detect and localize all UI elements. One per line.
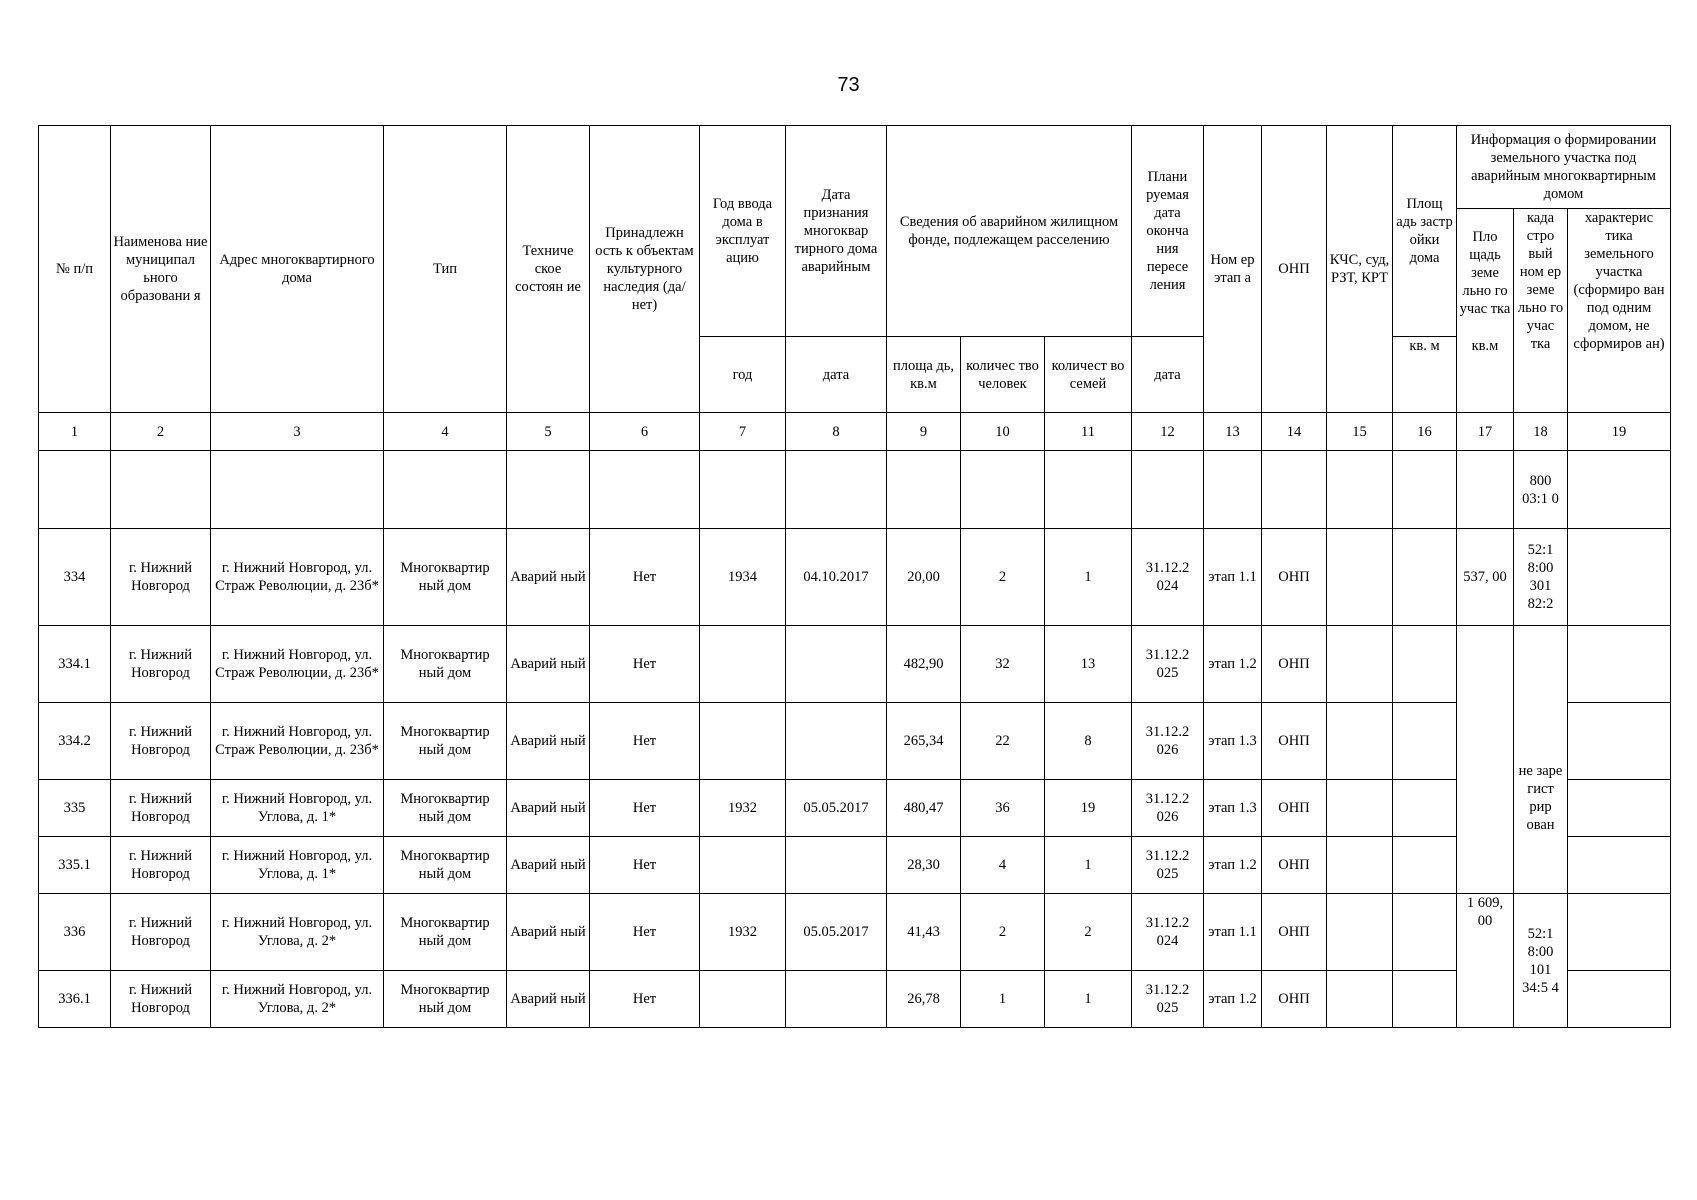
area-cell: 265,34 xyxy=(887,703,961,780)
land-char-cell xyxy=(1568,837,1671,894)
state-cell: Аварий ный xyxy=(507,529,590,626)
col-number: 13 xyxy=(1204,413,1262,451)
type-cell: Многоквартир ный дом xyxy=(384,780,507,837)
families-cell: 1 xyxy=(1045,529,1132,626)
address-cell: г. Нижний Новгород, ул. Углова, д. 2* xyxy=(211,894,384,971)
unit-year: год xyxy=(700,337,786,413)
row-number: 336.1 xyxy=(39,971,111,1028)
col-number: 8 xyxy=(786,413,887,451)
municipality-cell: г. Нижний Новгород xyxy=(111,971,211,1028)
kchs-cell xyxy=(1327,780,1393,837)
plan-date-cell: 31.12.2 026 xyxy=(1132,780,1204,837)
col-number: 6 xyxy=(590,413,700,451)
address-cell: г. Нижний Новгород, ул. Углова, д. 1* xyxy=(211,837,384,894)
families-cell: 13 xyxy=(1045,626,1132,703)
municipality-cell: г. Нижний Новгород xyxy=(111,626,211,703)
type-cell: Многоквартир ный дом xyxy=(384,703,507,780)
municipality-cell: г. Нижний Новгород xyxy=(111,837,211,894)
kchs-cell xyxy=(1327,837,1393,894)
row-number: 334 xyxy=(39,529,111,626)
state-cell: Аварий ный xyxy=(507,780,590,837)
header-kchs: КЧС, суд, РЗТ, КРТ xyxy=(1327,126,1393,413)
municipality-cell: г. Нижний Новгород xyxy=(111,529,211,626)
built-area-cell xyxy=(1393,780,1457,837)
table-row xyxy=(39,837,1671,894)
cadastral-cell xyxy=(1514,626,1568,703)
col-number: 11 xyxy=(1045,413,1132,451)
header-planned-date: Плани руемая дата оконча ния пересе ления xyxy=(1132,126,1204,337)
land-char-cell xyxy=(1568,529,1671,626)
families-cell: 1 xyxy=(1045,837,1132,894)
col-number: 17 xyxy=(1457,413,1514,451)
built-area-cell xyxy=(1393,894,1457,971)
header-emergency-fund: Сведения об аварийном жилищном фонде, подлежащем расселению xyxy=(887,126,1132,337)
page-number: 73 xyxy=(837,74,860,96)
cadastral-merged-cell: не заре гист рир ован xyxy=(1514,703,1568,894)
stage-cell: этап 1.2 xyxy=(1204,837,1262,894)
municipality-cell: г. Нижний Новгород xyxy=(111,780,211,837)
onp-cell: ОНП xyxy=(1262,529,1327,626)
year-cell xyxy=(700,626,786,703)
heritage-cell: Нет xyxy=(590,529,700,626)
plan-date-cell: 31.12.2 024 xyxy=(1132,894,1204,971)
type-cell: Многоквартир ный дом xyxy=(384,971,507,1028)
type-cell: Многоквартир ный дом xyxy=(384,626,507,703)
built-area-cell xyxy=(1393,971,1457,1028)
col-number: 3 xyxy=(211,413,384,451)
built-area-cell xyxy=(1393,529,1457,626)
kchs-cell xyxy=(1327,703,1393,780)
cadastral-cell: 52:1 8:00 301 82:2 xyxy=(1514,529,1568,626)
built-area-cell xyxy=(1393,626,1457,703)
unit-land-area: кв.м xyxy=(1457,337,1514,413)
address-cell: г. Нижний Новгород, ул. Страж Революции, д. 23б* xyxy=(211,626,384,703)
header-land-char: характерис тика земельного участка (сформиро ван под одним домом, не сформиров ан) xyxy=(1568,209,1671,413)
people-cell: 22 xyxy=(961,703,1045,780)
area-cell: 480,47 xyxy=(887,780,961,837)
header-heritage: Принадлежн ость к объектам культурного наследия (да/нет) xyxy=(590,126,700,413)
address-cell: г. Нижний Новгород, ул. Страж Революции, д. 23б* xyxy=(211,703,384,780)
col-number: 4 xyxy=(384,413,507,451)
plan-date-cell: 31.12.2 025 xyxy=(1132,626,1204,703)
unit-families: количест во семей xyxy=(1045,337,1132,413)
unit-date: дата xyxy=(786,337,887,413)
header-recognition-date: Дата признания многоквар тирного дома аварийным xyxy=(786,126,887,337)
date-cell xyxy=(786,971,887,1028)
kchs-cell xyxy=(1327,971,1393,1028)
header-land-area: Пло щадь земе льно го учас тка xyxy=(1457,209,1514,337)
header-row xyxy=(39,126,1671,209)
col-number: 15 xyxy=(1327,413,1393,451)
kchs-cell xyxy=(1327,529,1393,626)
people-cell: 4 xyxy=(961,837,1045,894)
col-number: 2 xyxy=(111,413,211,451)
people-cell: 1 xyxy=(961,971,1045,1028)
col-number: 14 xyxy=(1262,413,1327,451)
area-cell: 28,30 xyxy=(887,837,961,894)
header-municipality: Наименова ние муниципал ьного образовани я xyxy=(111,126,211,413)
year-cell xyxy=(700,971,786,1028)
plan-date-cell: 31.12.2 024 xyxy=(1132,529,1204,626)
header-land-info: Информация о формировании земельного участка под аварийным многоквартирным домом xyxy=(1457,126,1671,209)
date-cell xyxy=(786,837,887,894)
table-row xyxy=(39,894,1671,971)
land-char-cell xyxy=(1568,971,1671,1028)
header-cadastral: када стро вый ном ер земе льно го учас тка xyxy=(1514,209,1568,413)
onp-cell: ОНП xyxy=(1262,703,1327,780)
municipality-cell: г. Нижний Новгород xyxy=(111,894,211,971)
stage-cell: этап 1.1 xyxy=(1204,894,1262,971)
heritage-cell: Нет xyxy=(590,703,700,780)
plan-date-cell: 31.12.2 025 xyxy=(1132,837,1204,894)
built-area-cell xyxy=(1393,703,1457,780)
table-row xyxy=(39,626,1671,703)
families-cell: 1 xyxy=(1045,971,1132,1028)
year-cell: 1932 xyxy=(700,780,786,837)
stage-cell: этап 1.3 xyxy=(1204,780,1262,837)
address-cell: г. Нижний Новгород, ул. Углова, д. 2* xyxy=(211,971,384,1028)
unit-plan-date: дата xyxy=(1132,337,1204,413)
heritage-cell: Нет xyxy=(590,780,700,837)
type-cell: Многоквартир ный дом xyxy=(384,894,507,971)
col-number: 1 xyxy=(39,413,111,451)
kchs-cell xyxy=(1327,894,1393,971)
land-char-cell xyxy=(1568,780,1671,837)
row-number: 336 xyxy=(39,894,111,971)
onp-cell: ОНП xyxy=(1262,971,1327,1028)
type-cell: Многоквартир ный дом xyxy=(384,529,507,626)
heritage-cell: Нет xyxy=(590,626,700,703)
people-cell: 36 xyxy=(961,780,1045,837)
table-row xyxy=(39,529,1671,626)
header-year: Год ввода дома в эксплуат ацию xyxy=(700,126,786,337)
municipality-cell: г. Нижний Новгород xyxy=(111,703,211,780)
area-cell: 482,90 xyxy=(887,626,961,703)
stage-cell: этап 1.2 xyxy=(1204,626,1262,703)
unit-people: количес тво человек xyxy=(961,337,1045,413)
year-cell: 1934 xyxy=(700,529,786,626)
header-built-area: Площ адь застр ойки дома xyxy=(1393,126,1457,337)
cadastral-merged-cell: 52:1 8:00 101 34:5 4 xyxy=(1514,894,1568,1028)
heritage-cell: Нет xyxy=(590,837,700,894)
col-number: 10 xyxy=(961,413,1045,451)
families-cell: 8 xyxy=(1045,703,1132,780)
year-cell: 1932 xyxy=(700,894,786,971)
state-cell: Аварий ный xyxy=(507,626,590,703)
land-char-cell xyxy=(1568,894,1671,971)
plan-date-cell: 31.12.2 026 xyxy=(1132,703,1204,780)
plan-date-cell: 31.12.2 025 xyxy=(1132,971,1204,1028)
state-cell: Аварий ный xyxy=(507,894,590,971)
heritage-cell: Нет xyxy=(590,971,700,1028)
header-stage: Ном ер этап а xyxy=(1204,126,1262,413)
address-cell: г. Нижний Новгород, ул. Страж Революции, д. 23б* xyxy=(211,529,384,626)
onp-cell: ОНП xyxy=(1262,780,1327,837)
unit-built-area: кв. м xyxy=(1393,337,1457,413)
year-cell xyxy=(700,837,786,894)
families-cell: 2 xyxy=(1045,894,1132,971)
people-cell: 2 xyxy=(961,894,1045,971)
col-number: 16 xyxy=(1393,413,1457,451)
col-number: 5 xyxy=(507,413,590,451)
header-state: Техниче ское состоян ие xyxy=(507,126,590,413)
row-number: 335.1 xyxy=(39,837,111,894)
row-number: 334.2 xyxy=(39,703,111,780)
header-num: № п/п xyxy=(39,126,111,413)
address-cell: г. Нижний Новгород, ул. Углова, д. 1* xyxy=(211,780,384,837)
stage-cell: этап 1.1 xyxy=(1204,529,1262,626)
table-row xyxy=(39,780,1671,837)
col-number: 19 xyxy=(1568,413,1671,451)
header-type: Тип xyxy=(384,126,507,413)
header-address: Адрес многоквартирного дома xyxy=(211,126,384,413)
col-number: 18 xyxy=(1514,413,1568,451)
state-cell: Аварий ный xyxy=(507,971,590,1028)
families-cell: 19 xyxy=(1045,780,1132,837)
table-row xyxy=(39,971,1671,1028)
stage-cell: этап 1.3 xyxy=(1204,703,1262,780)
header-onp: ОНП xyxy=(1262,126,1327,413)
date-cell xyxy=(786,626,887,703)
stage-cell: этап 1.2 xyxy=(1204,971,1262,1028)
date-cell: 05.05.2017 xyxy=(786,780,887,837)
emergency-housing-table xyxy=(38,125,1671,1028)
cadastral-cell: 800 03:1 0 xyxy=(1514,451,1568,529)
area-cell: 20,00 xyxy=(887,529,961,626)
area-cell: 26,78 xyxy=(887,971,961,1028)
onp-cell: ОНП xyxy=(1262,837,1327,894)
land-area-cell: 537, 00 xyxy=(1457,529,1514,626)
state-cell: Аварий ный xyxy=(507,703,590,780)
heritage-cell: Нет xyxy=(590,894,700,971)
carryover-row xyxy=(39,451,1671,529)
land-area-cell: 1 609, 00 xyxy=(1457,894,1514,1028)
column-number-row xyxy=(39,413,1671,451)
people-cell: 2 xyxy=(961,529,1045,626)
date-cell xyxy=(786,703,887,780)
onp-cell: ОНП xyxy=(1262,894,1327,971)
date-cell: 05.05.2017 xyxy=(786,894,887,971)
kchs-cell xyxy=(1327,626,1393,703)
date-cell: 04.10.2017 xyxy=(786,529,887,626)
area-cell: 41,43 xyxy=(887,894,961,971)
people-cell: 32 xyxy=(961,626,1045,703)
unit-area: площа дь, кв.м xyxy=(887,337,961,413)
onp-cell: ОНП xyxy=(1262,626,1327,703)
col-number: 7 xyxy=(700,413,786,451)
type-cell: Многоквартир ный дом xyxy=(384,837,507,894)
row-number: 335 xyxy=(39,780,111,837)
land-char-cell xyxy=(1568,626,1671,703)
year-cell xyxy=(700,703,786,780)
land-area-cell xyxy=(1457,626,1514,894)
land-char-cell xyxy=(1568,703,1671,780)
state-cell: Аварий ный xyxy=(507,837,590,894)
table-row xyxy=(39,703,1671,780)
row-number: 334.1 xyxy=(39,626,111,703)
built-area-cell xyxy=(1393,837,1457,894)
col-number: 12 xyxy=(1132,413,1204,451)
col-number: 9 xyxy=(887,413,961,451)
